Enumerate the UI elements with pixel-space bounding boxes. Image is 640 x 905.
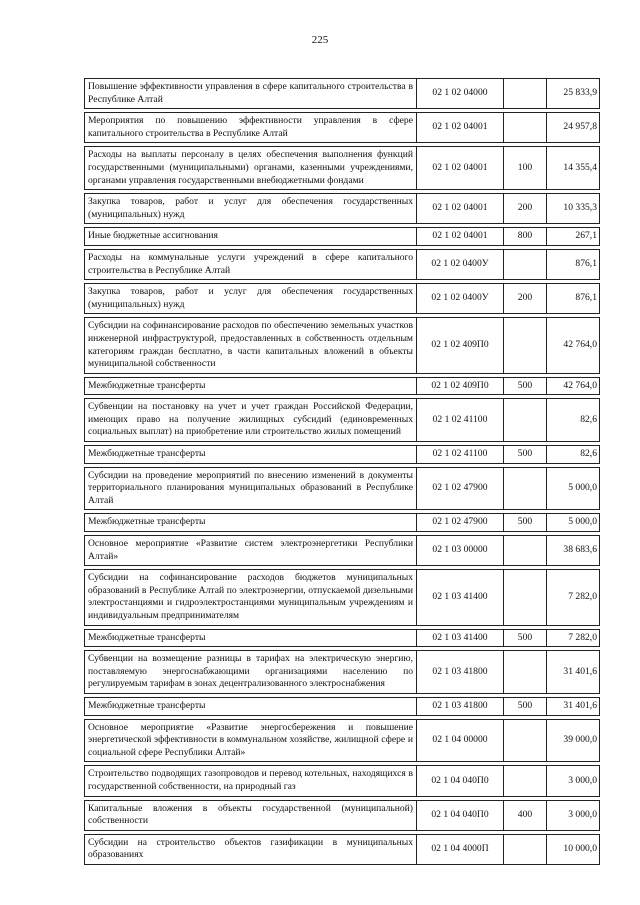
target-code-cell: 02 1 04 040П0 — [417, 766, 504, 796]
expense-name-cell: Субсидии на софинансирование расходов по обеспечению земельных участков инженерной инфраструктурой, предоставленных в собственность отдельным категориям граждан бесплатно, в части капитальных вложений в объекты муниципальной собственности — [85, 318, 417, 373]
target-code-cell: 02 1 04 040П0 — [417, 800, 504, 830]
expense-type-cell — [504, 651, 547, 694]
budget-table — [84, 78, 600, 865]
amount-cell: 5 000,0 — [547, 467, 600, 510]
amount-cell: 24 957,8 — [547, 113, 600, 143]
table-row — [85, 79, 600, 109]
target-code-cell: 02 1 02 0400У — [417, 249, 504, 279]
amount-cell: 267,1 — [547, 228, 600, 246]
amount-cell: 7 282,0 — [547, 570, 600, 625]
target-code-cell: 02 1 03 41400 — [417, 570, 504, 625]
amount-cell: 7 282,0 — [547, 629, 600, 647]
expense-name-cell: Закупка товаров, работ и услуг для обеспечения государственных (муниципальных) нужд — [85, 284, 417, 314]
target-code-cell: 02 1 03 41800 — [417, 651, 504, 694]
expense-type-cell: 100 — [504, 147, 547, 190]
amount-cell: 39 000,0 — [547, 719, 600, 762]
expense-name-cell: Межбюджетные трансферты — [85, 446, 417, 464]
expense-name-cell: Субвенции на постановку на учет и учет граждан Российской Федерации, имеющих право на получение жилищных субсидий (единовременных социальных выплат) на приобретение или строительство жилых помещений — [85, 399, 417, 442]
expense-type-cell — [504, 399, 547, 442]
expense-name-cell: Основное мероприятие «Развитие систем электроэнергетики Республики Алтай» — [85, 536, 417, 566]
amount-cell: 14 355,4 — [547, 147, 600, 190]
table-row — [85, 249, 600, 279]
table-row — [85, 766, 600, 796]
target-code-cell: 02 1 04 4000П — [417, 834, 504, 864]
target-code-cell: 02 1 02 04001 — [417, 228, 504, 246]
expense-type-cell — [504, 249, 547, 279]
target-code-cell: 02 1 02 409П0 — [417, 377, 504, 395]
table-row — [85, 629, 600, 647]
table-row — [85, 467, 600, 510]
expense-type-cell — [504, 570, 547, 625]
table-row — [85, 446, 600, 464]
table-row — [85, 377, 600, 395]
expense-type-cell: 800 — [504, 228, 547, 246]
amount-cell: 31 401,6 — [547, 651, 600, 694]
amount-cell: 42 764,0 — [547, 377, 600, 395]
expense-type-cell: 500 — [504, 514, 547, 532]
expense-type-cell — [504, 536, 547, 566]
target-code-cell: 02 1 02 47900 — [417, 514, 504, 532]
target-code-cell: 02 1 02 04001 — [417, 194, 504, 224]
table-row — [85, 651, 600, 694]
table-row — [85, 834, 600, 864]
amount-cell: 5 000,0 — [547, 514, 600, 532]
table-row — [85, 147, 600, 190]
expense-name-cell: Межбюджетные трансферты — [85, 377, 417, 395]
expense-type-cell: 200 — [504, 194, 547, 224]
page-number: 225 — [311, 34, 329, 46]
expense-name-cell: Закупка товаров, работ и услуг для обеспечения государственных (муниципальных) нужд — [85, 194, 417, 224]
amount-cell: 876,1 — [547, 249, 600, 279]
expense-name-cell: Межбюджетные трансферты — [85, 629, 417, 647]
amount-cell: 876,1 — [547, 284, 600, 314]
table-row — [85, 697, 600, 715]
table-row — [85, 570, 600, 625]
expense-name-cell: Иные бюджетные ассигнования — [85, 228, 417, 246]
expense-type-cell: 400 — [504, 800, 547, 830]
table-row — [85, 800, 600, 830]
amount-cell: 82,6 — [547, 446, 600, 464]
target-code-cell: 02 1 02 0400У — [417, 284, 504, 314]
target-code-cell: 02 1 02 04000 — [417, 79, 504, 109]
target-code-cell: 02 1 03 41800 — [417, 697, 504, 715]
expense-name-cell: Субсидии на строительство объектов газификации в муниципальных образованиях — [85, 834, 417, 864]
expense-name-cell: Расходы на коммунальные услуги учреждений в сфере капитального строительства в Республике Алтай — [85, 249, 417, 279]
table-row — [85, 514, 600, 532]
expense-type-cell — [504, 467, 547, 510]
expense-name-cell: Основное мероприятие «Развитие энергосбережения и повышение энергетической эффективности в коммунальном хозяйстве, жилищной сфере и социальной сфере Республики Алтай» — [85, 719, 417, 762]
expense-type-cell: 500 — [504, 697, 547, 715]
expense-type-cell: 500 — [504, 446, 547, 464]
table-row — [85, 284, 600, 314]
expense-type-cell: 200 — [504, 284, 547, 314]
table-row — [85, 536, 600, 566]
expense-type-cell — [504, 766, 547, 796]
expense-name-cell: Межбюджетные трансферты — [85, 697, 417, 715]
amount-cell: 38 683,6 — [547, 536, 600, 566]
expense-type-cell — [504, 79, 547, 109]
budget-table-body — [85, 79, 600, 865]
expense-name-cell: Строительство подводящих газопроводов и перевод котельных, находящихся в государственной собственности, на природный газ — [85, 766, 417, 796]
expense-name-cell: Субсидии на софинансирование расходов бюджетов муниципальных образований в Республике Алтай по электроэнергии, отпускаемой дизельными электростанциями и гидроэлектростанциями муниципальным учреждениям и индивидуальным предпринимателям — [85, 570, 417, 625]
expense-type-cell — [504, 834, 547, 864]
target-code-cell: 02 1 02 04001 — [417, 113, 504, 143]
amount-cell: 3 000,0 — [547, 766, 600, 796]
amount-cell: 3 000,0 — [547, 800, 600, 830]
amount-cell: 31 401,6 — [547, 697, 600, 715]
table-row — [85, 228, 600, 246]
expense-name-cell: Повышение эффективности управления в сфере капитального строительства в Республике Алтай — [85, 79, 417, 109]
target-code-cell: 02 1 03 00000 — [417, 536, 504, 566]
expense-type-cell — [504, 318, 547, 373]
target-code-cell: 02 1 02 41100 — [417, 399, 504, 442]
table-row — [85, 194, 600, 224]
amount-cell: 42 764,0 — [547, 318, 600, 373]
amount-cell: 25 833,9 — [547, 79, 600, 109]
expense-name-cell: Субвенции на возмещение разницы в тарифах на электрическую энергию, поставляемую энергоснабжающими организациями населению по регулируемым тарифам в зонах децентрализованного электроснабжения — [85, 651, 417, 694]
target-code-cell: 02 1 04 00000 — [417, 719, 504, 762]
expense-name-cell: Мероприятия по повышению эффективности управления в сфере капитального строительства в Республике Алтай — [85, 113, 417, 143]
expense-type-cell — [504, 719, 547, 762]
target-code-cell: 02 1 02 409П0 — [417, 318, 504, 373]
expense-type-cell — [504, 113, 547, 143]
target-code-cell: 02 1 02 41100 — [417, 446, 504, 464]
expense-type-cell: 500 — [504, 377, 547, 395]
amount-cell: 10 000,0 — [547, 834, 600, 864]
table-row — [85, 318, 600, 373]
expense-name-cell: Расходы на выплаты персоналу в целях обеспечения выполнения функций государственными (муниципальными) органами, казенными учреждениями, органами управления государственными внебюджетными фондами — [85, 147, 417, 190]
table-row — [85, 719, 600, 762]
target-code-cell: 02 1 02 47900 — [417, 467, 504, 510]
table-row — [85, 113, 600, 143]
expense-name-cell: Межбюджетные трансферты — [85, 514, 417, 532]
target-code-cell: 02 1 02 04001 — [417, 147, 504, 190]
amount-cell: 82,6 — [547, 399, 600, 442]
table-row — [85, 399, 600, 442]
amount-cell: 10 335,3 — [547, 194, 600, 224]
expense-name-cell: Субсидии на проведение мероприятий по внесению изменений в документы территориального планирования муниципальных образований в Республике Алтай — [85, 467, 417, 510]
target-code-cell: 02 1 03 41400 — [417, 629, 504, 647]
expense-type-cell: 500 — [504, 629, 547, 647]
expense-name-cell: Капитальные вложения в объекты государственной (муниципальной) собственности — [85, 800, 417, 830]
